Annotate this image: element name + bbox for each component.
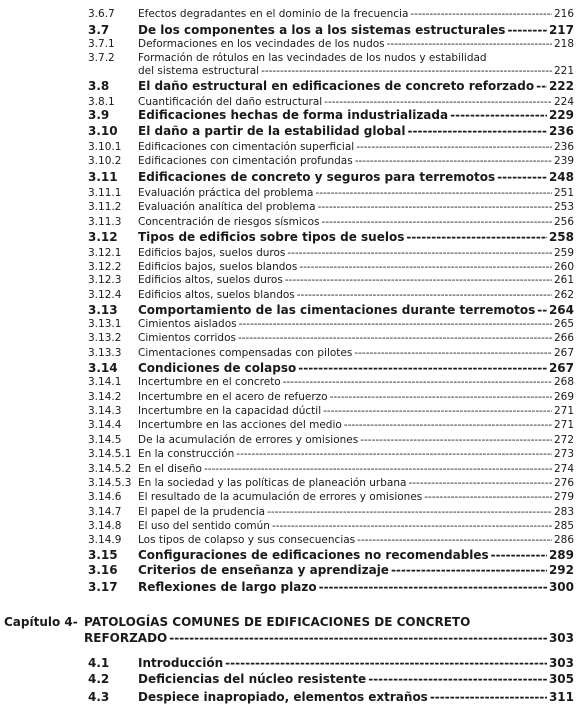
toc-entry-page: 292	[548, 563, 574, 577]
toc-entry-page: 265	[553, 318, 574, 330]
toc-entry-title: Cimientos aislados	[138, 318, 237, 330]
toc-entry-page: 311	[548, 690, 574, 704]
toc-entry-title: Deficiencias del núcleo resistente	[138, 672, 367, 686]
toc-entry-body	[138, 303, 574, 318]
toc-entry-page: 272	[553, 434, 574, 446]
leader-dots	[315, 187, 552, 200]
toc-entry-title: Edificaciones con cimentación superficial	[138, 141, 355, 153]
toc-entry-title: Edificaciones de concreto y seguros para terremotos	[138, 170, 496, 184]
toc-entry-page: 239	[553, 155, 574, 167]
toc-entry-page: 273	[553, 448, 574, 460]
toc-entry-page: 274	[553, 463, 574, 475]
toc-entry-body	[138, 79, 574, 94]
leader-dots	[298, 361, 547, 376]
toc-entry-body	[138, 38, 574, 51]
toc-entry-title: De los componentes a los a los sistemas estructurales	[138, 23, 506, 37]
toc-entry-number: 3.13.2	[88, 332, 122, 344]
toc-entry-number: 3.15	[88, 548, 118, 562]
leader-dots	[272, 520, 552, 533]
toc-entry-body	[138, 463, 574, 476]
toc-entry-number: 3.13	[88, 303, 118, 317]
toc-entry-body	[138, 247, 574, 260]
toc-entry-number: 4.3	[88, 690, 110, 704]
toc-entry-body	[138, 448, 574, 461]
leader-dots	[283, 376, 552, 389]
toc-entry-number: 3.14.5.3	[88, 477, 132, 489]
toc-entry-body	[138, 434, 574, 447]
toc-entry-body	[138, 405, 574, 418]
toc-entry-number: 3.9	[88, 108, 110, 122]
toc-entry-page: 218	[553, 38, 574, 50]
toc-entry-title: Evaluación práctica del problema	[138, 187, 314, 199]
chapter-title-line1: PATOLOGÍAS COMUNES DE EDIFICACIONES DE CONCRETO	[84, 615, 471, 629]
toc-entry-title: El papel de la prudencia	[138, 506, 266, 518]
toc-entry-page: 300	[548, 580, 574, 594]
leader-dots	[497, 170, 547, 185]
toc-entry-page: 276	[553, 477, 574, 489]
toc-entry-number: 3.14.2	[88, 391, 122, 403]
toc-entry-body	[138, 332, 574, 345]
toc-entry-number: 3.14.8	[88, 520, 122, 532]
toc-entry-number: 3.13.3	[88, 347, 122, 359]
leader-dots	[356, 141, 552, 154]
toc-entry-body	[138, 520, 574, 533]
toc-entry-title: Cimientos corridos	[138, 332, 236, 344]
leader-dots	[391, 563, 547, 578]
toc-entry-number: 3.14.5	[88, 434, 122, 446]
toc-entry-page: 267	[548, 361, 574, 375]
toc-entry-page: 236	[548, 124, 574, 138]
toc-entry-body	[138, 230, 574, 245]
toc-entry-number: 3.8	[88, 79, 110, 93]
leader-dots	[169, 630, 547, 646]
toc-entry-title: Configuraciones de edificaciones no recomendables	[138, 548, 489, 562]
toc-entry-title: Reflexiones de largo plazo	[138, 580, 317, 594]
toc-entry-title: Incertumbre en las acciones del medio	[138, 419, 342, 431]
toc-entry-number: 3.12.4	[88, 289, 122, 301]
leader-dots	[354, 347, 552, 360]
leader-dots	[360, 434, 552, 447]
toc-entry-page: 236	[553, 141, 574, 153]
toc-entry-body	[138, 201, 574, 214]
toc-entry-page: 229	[548, 108, 574, 122]
toc-entry-body	[138, 289, 574, 302]
toc-entry-page: 253	[553, 201, 574, 213]
toc-entry-title: En la sociedad y las políticas de planeación urbana	[138, 477, 407, 489]
toc-entry-title: Edificios bajos, suelos duros	[138, 247, 286, 259]
toc-entry-page: 269	[553, 391, 574, 403]
toc-entry-number: 3.10	[88, 124, 118, 138]
toc-entry-body	[138, 108, 574, 123]
toc-entry-title: El daño estructural en edificaciones de concreto reforzado	[138, 79, 535, 93]
toc-entry-body	[138, 65, 574, 78]
toc-entry-body	[138, 672, 574, 687]
toc-entry-number: 3.17	[88, 580, 118, 594]
leader-dots	[239, 318, 552, 331]
toc-entry-number: 3.14	[88, 361, 118, 375]
toc-entry-number: 3.10.2	[88, 155, 122, 167]
leader-dots	[285, 274, 552, 287]
leader-dots	[238, 332, 552, 345]
toc-entry-number: 3.7.2	[88, 52, 115, 64]
toc-entry-body	[138, 170, 574, 185]
toc-entry-title: El daño a partir de la estabilidad global	[138, 124, 406, 138]
toc-entry-page: 267	[553, 347, 574, 359]
toc-entry-body	[138, 534, 574, 547]
toc-entry-body	[138, 506, 574, 519]
toc-entry-page: 216	[553, 8, 574, 20]
toc-entry-title: Edificios bajos, suelos blandos	[138, 261, 298, 273]
toc-entry-page: 251	[553, 187, 574, 199]
leader-dots	[319, 580, 547, 595]
toc-entry-page: 303	[548, 656, 574, 670]
toc-entry-number: 3.14.4	[88, 419, 122, 431]
toc-entry-number: 3.11.3	[88, 216, 122, 228]
toc-entry-title: del sistema estructural	[138, 65, 260, 77]
toc-entry-page: 283	[553, 506, 574, 518]
toc-entry-title: Edificaciones hechas de forma industrializada	[138, 108, 449, 122]
toc-entry-body	[138, 261, 574, 274]
toc-entry-page: 271	[553, 405, 574, 417]
toc-entry-body	[138, 361, 574, 376]
leader-dots	[330, 391, 552, 404]
toc-entry-page: 285	[553, 520, 574, 532]
leader-dots	[507, 23, 546, 38]
chapter-title-line2	[84, 630, 574, 646]
toc-entry-title: Edificios altos, suelos blandos	[138, 289, 295, 301]
leader-dots	[204, 463, 552, 476]
toc-entry-title: Incertumbre en la capacidad dúctil	[138, 405, 322, 417]
toc-entry-body	[138, 52, 574, 65]
toc-entry-number: 3.11.1	[88, 187, 122, 199]
toc-entry-title: Formación de rótulos en las vecindades de los nudos y estabilidad	[138, 52, 487, 64]
toc-entry-page: 259	[553, 247, 574, 259]
toc-entry-body	[138, 491, 574, 504]
toc-entry-title: Edificios altos, suelos duros	[138, 274, 283, 286]
leader-dots	[344, 419, 552, 432]
toc-entry-number: 3.7.1	[88, 38, 115, 50]
toc-entry-body	[138, 690, 574, 705]
leader-dots	[450, 108, 547, 123]
toc-entry-title: Los tipos de colapso y sus consecuencias	[138, 534, 356, 546]
chapter-title-line2-text: REFORZADO	[84, 631, 168, 645]
toc-entry-title: Introducción	[138, 656, 224, 670]
toc-entry-number: 3.14.6	[88, 491, 122, 503]
toc-entry-number: 3.6.7	[88, 8, 115, 20]
toc-entry-page: 289	[548, 548, 574, 562]
toc-entry-page: 266	[553, 332, 574, 344]
toc-entry-number: 3.14.5.2	[88, 463, 132, 475]
toc-entry-title: En la construcción	[138, 448, 235, 460]
toc-entry-page: 261	[553, 274, 574, 286]
toc-entry-number: 3.14.5.1	[88, 448, 132, 460]
toc-entry-title: Incertumbre en el acero de refuerzo	[138, 391, 328, 403]
toc-entry-body	[138, 23, 574, 38]
toc-entry-page: 286	[553, 534, 574, 546]
toc-entry-page: 279	[553, 491, 574, 503]
toc-entry-body	[138, 563, 574, 578]
leader-dots	[267, 506, 552, 519]
toc-entry-number: 3.16	[88, 563, 118, 577]
toc-entry-page: 271	[553, 419, 574, 431]
leader-dots	[368, 672, 547, 687]
toc-entry-body	[138, 187, 574, 200]
toc-entry-title: De la acumulación de errores y omisiones	[138, 434, 359, 446]
toc-entry-page: 256	[553, 216, 574, 228]
toc-entry-page: 305	[548, 672, 574, 686]
leader-dots	[430, 690, 547, 705]
leader-dots	[537, 303, 547, 318]
toc-entry-body	[138, 419, 574, 432]
toc-entry-body	[138, 216, 574, 229]
toc-entry-title: Deformaciones en los vecindades de los nudos	[138, 38, 385, 50]
toc-entry-body	[138, 8, 574, 21]
toc-entry-title: Incertumbre en el concreto	[138, 376, 281, 388]
toc-entry-number: 3.14.1	[88, 376, 122, 388]
toc-entry-title: Concentración de riesgos sísmicos	[138, 216, 320, 228]
toc-entry-number: 3.12.3	[88, 274, 122, 286]
leader-dots	[297, 289, 552, 302]
leader-dots	[261, 65, 552, 78]
toc-entry-number: 3.12.1	[88, 247, 122, 259]
chapter-title	[84, 614, 574, 646]
chapter-page: 303	[548, 631, 574, 645]
leader-dots	[299, 261, 552, 274]
toc-entry-number: 3.10.1	[88, 141, 122, 153]
leader-dots	[408, 124, 547, 139]
toc-entry-number: 4.2	[88, 672, 110, 686]
toc-entry-body	[138, 376, 574, 389]
toc-entry-page: 224	[553, 96, 574, 108]
chapter-label: Capítulo 4-	[4, 615, 78, 629]
toc-entry-body	[138, 124, 574, 139]
toc-entry-title: Criterios de enseñanza y aprendizaje	[138, 563, 389, 577]
toc-entry-page: 258	[548, 230, 574, 244]
toc-entry-page: 262	[553, 289, 574, 301]
toc-entry-number: 3.11.2	[88, 201, 122, 213]
toc-entry-body	[138, 580, 574, 595]
toc-entry-number: 3.13.1	[88, 318, 122, 330]
toc-entry-number: 3.11	[88, 170, 118, 184]
toc-entry-page: 248	[548, 170, 574, 184]
leader-dots	[408, 477, 552, 490]
toc-entry-number: 3.14.3	[88, 405, 122, 417]
toc-entry-title: El resultado de la acumulación de errores y omisiones	[138, 491, 423, 503]
toc-entry-body	[138, 274, 574, 287]
leader-dots	[424, 491, 552, 504]
toc-entry-title: Evaluación analítica del problema	[138, 201, 316, 213]
toc-entry-title: Edificaciones con cimentación profundas	[138, 155, 353, 167]
toc-entry-title: Despiece inapropiado, elementos extraños	[138, 690, 428, 704]
leader-dots	[387, 38, 552, 51]
toc-entry-number: 3.12.2	[88, 261, 122, 273]
leader-dots	[236, 448, 552, 461]
leader-dots	[225, 656, 547, 671]
leader-dots	[406, 230, 547, 245]
toc-entry-page: 217	[548, 23, 574, 37]
toc-entry-body	[138, 141, 574, 154]
toc-entry-number: 3.12	[88, 230, 118, 244]
toc-entry-page: 221	[553, 65, 574, 77]
toc-entry-body	[138, 656, 574, 671]
leader-dots	[491, 548, 547, 563]
toc-entry-title: Efectos degradantes en el dominio de la frecuencia	[138, 8, 409, 20]
toc-entry-title: El uso del sentido común	[138, 520, 270, 532]
leader-dots	[357, 534, 552, 547]
toc-entry-page: 222	[548, 79, 574, 93]
toc-entry-body	[138, 155, 574, 168]
toc-entry-title: Cuantificación del daño estructural	[138, 96, 323, 108]
leader-dots	[355, 155, 552, 168]
leader-dots	[318, 201, 552, 214]
toc-entry-number: 3.14.7	[88, 506, 122, 518]
leader-dots	[536, 79, 547, 94]
toc-entry-body	[138, 347, 574, 360]
toc-entry-body	[138, 477, 574, 490]
toc-entry-title: Cimentaciones compensadas con pilotes	[138, 347, 353, 359]
toc-entry-number: 4.1	[88, 656, 110, 670]
toc-entry-title: Tipos de edificios sobre tipos de suelos	[138, 230, 405, 244]
leader-dots	[321, 216, 551, 229]
leader-dots	[323, 405, 552, 418]
toc-entry-body	[138, 318, 574, 331]
toc-entry-number: 3.7	[88, 23, 110, 37]
toc-entry-title: Comportamiento de las cimentaciones durante terremotos	[138, 303, 536, 317]
toc-entry-page: 260	[553, 261, 574, 273]
toc-entry-page: 268	[553, 376, 574, 388]
toc-entry-page: 264	[548, 303, 574, 317]
leader-dots	[287, 247, 552, 260]
toc-entry-number: 3.8.1	[88, 96, 115, 108]
toc-entry-title: Condiciones de colapso	[138, 361, 297, 375]
toc-entry-title: En el diseño	[138, 463, 202, 475]
toc-entry-body	[138, 548, 574, 563]
toc-entry-body	[138, 391, 574, 404]
toc-entry-number: 3.14.9	[88, 534, 122, 546]
leader-dots	[410, 8, 552, 21]
